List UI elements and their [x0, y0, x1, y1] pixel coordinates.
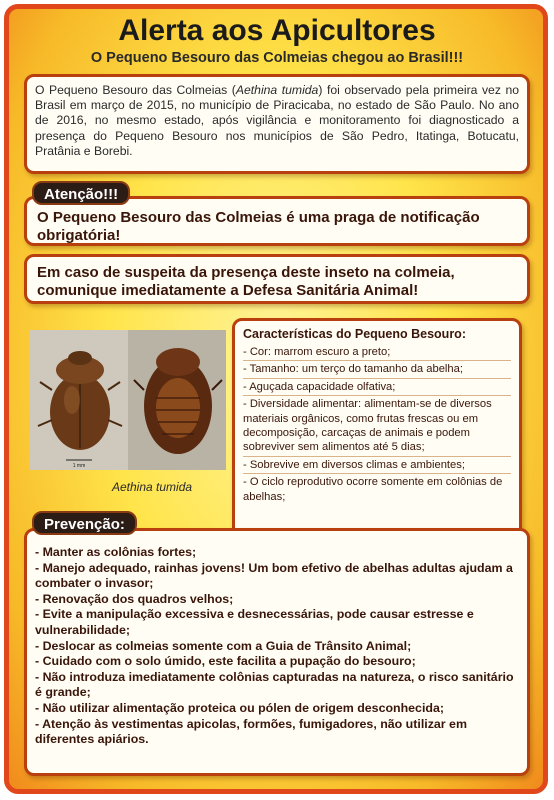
attention-text: O Pequeno Besouro das Colmeias é uma praga de notificação obrigatória!	[37, 209, 480, 244]
intro-box	[24, 74, 530, 174]
prevention-item: - Atenção às vestimentas apicolas, formões, fumigadores, não utilizar em diferentes apiários.	[35, 716, 467, 747]
poster-title: Alerta aos Apicultores	[118, 14, 436, 47]
characteristic-item: - O ciclo reprodutivo ocorre somente em colônias de abelhas;	[243, 473, 511, 505]
characteristics-box	[232, 318, 522, 546]
prevention-item: - Não utilizar alimentação proteica ou pólen de origem desconhecida;	[35, 700, 444, 715]
species-name: Aethina tumida	[235, 83, 319, 97]
prevention-item: - Manter as colônias fortes;	[35, 545, 197, 559]
beetle-illustration	[30, 330, 226, 470]
suspicion-text: Em caso de suspeita da presença deste inseto na colmeia, comunique imediatamente a Defesa Sanitária Animal!	[37, 264, 455, 299]
poster-subtitle: O Pequeno Besouro das Colmeias chegou ao Brasil!!!	[90, 50, 464, 66]
prevention-item: - Não introduza imediatamente colônias capturadas na natureza, o risco sanitário é grande;	[35, 669, 514, 700]
characteristic-item: - Tamanho: um terço do tamanho da abelha;	[243, 360, 511, 377]
suspicion-box	[24, 254, 530, 304]
prevention-label: Prevenção:	[32, 511, 137, 535]
prevention-box	[24, 528, 530, 776]
photo-caption: Aethina tumida	[112, 480, 193, 494]
intro-text-part-1: O Pequeno Besouro das Colmeias (	[35, 83, 236, 97]
prevention-item: - Renovação dos quadros velhos;	[35, 591, 234, 606]
characteristics-list	[243, 344, 511, 505]
attention-label: Atenção!!!	[32, 181, 130, 205]
characteristic-item: - Aguçada capacidade olfativa;	[243, 378, 511, 395]
prevention-list	[35, 545, 519, 748]
characteristics-title: Características do Pequeno Besouro:	[243, 327, 466, 341]
characteristic-item: - Sobrevive em diversos climas e ambientes;	[243, 456, 511, 473]
scale-bar-label: 1 mm	[72, 463, 86, 469]
beetle-photo	[30, 330, 226, 470]
characteristic-item: - Cor: marrom escuro a preto;	[243, 346, 391, 358]
prevention-item: - Manejo adequado, rainhas jovens! Um bom efetivo de abelhas adultas ajudam a combater o invasor;	[35, 560, 513, 591]
prevention-item: - Deslocar as colmeias somente com a Guia de Trânsito Animal;	[35, 638, 412, 653]
intro-text-part-2: ) foi observado pela primeira vez no Brasil em março de 2015, no município de Piracicaba, no estado de São Paulo. No ano de 2016, no mesmo estado, após vigilância e monitoramento foi diagnosticado a presença do Pequeno Besouro nos municípios de São Pedro, Itatinga, Botucatu, Pratânia e Borebi.	[35, 83, 520, 158]
prevention-item: - Cuidado com o solo úmido, este facilita a pupação do besouro;	[35, 654, 416, 669]
characteristic-item: - Diversidade alimentar: alimentam-se de diversos materiais orgânicos, como frutas frescas ou em decomposição, carcaças de animais e podem sobreviver sem alimentos até 5 dias;	[243, 395, 511, 456]
prevention-item: - Evite a manipulação excessiva e desnecessárias, pode causar estresse e vulnerabilidade;	[35, 607, 474, 637]
intro-text	[35, 83, 519, 159]
